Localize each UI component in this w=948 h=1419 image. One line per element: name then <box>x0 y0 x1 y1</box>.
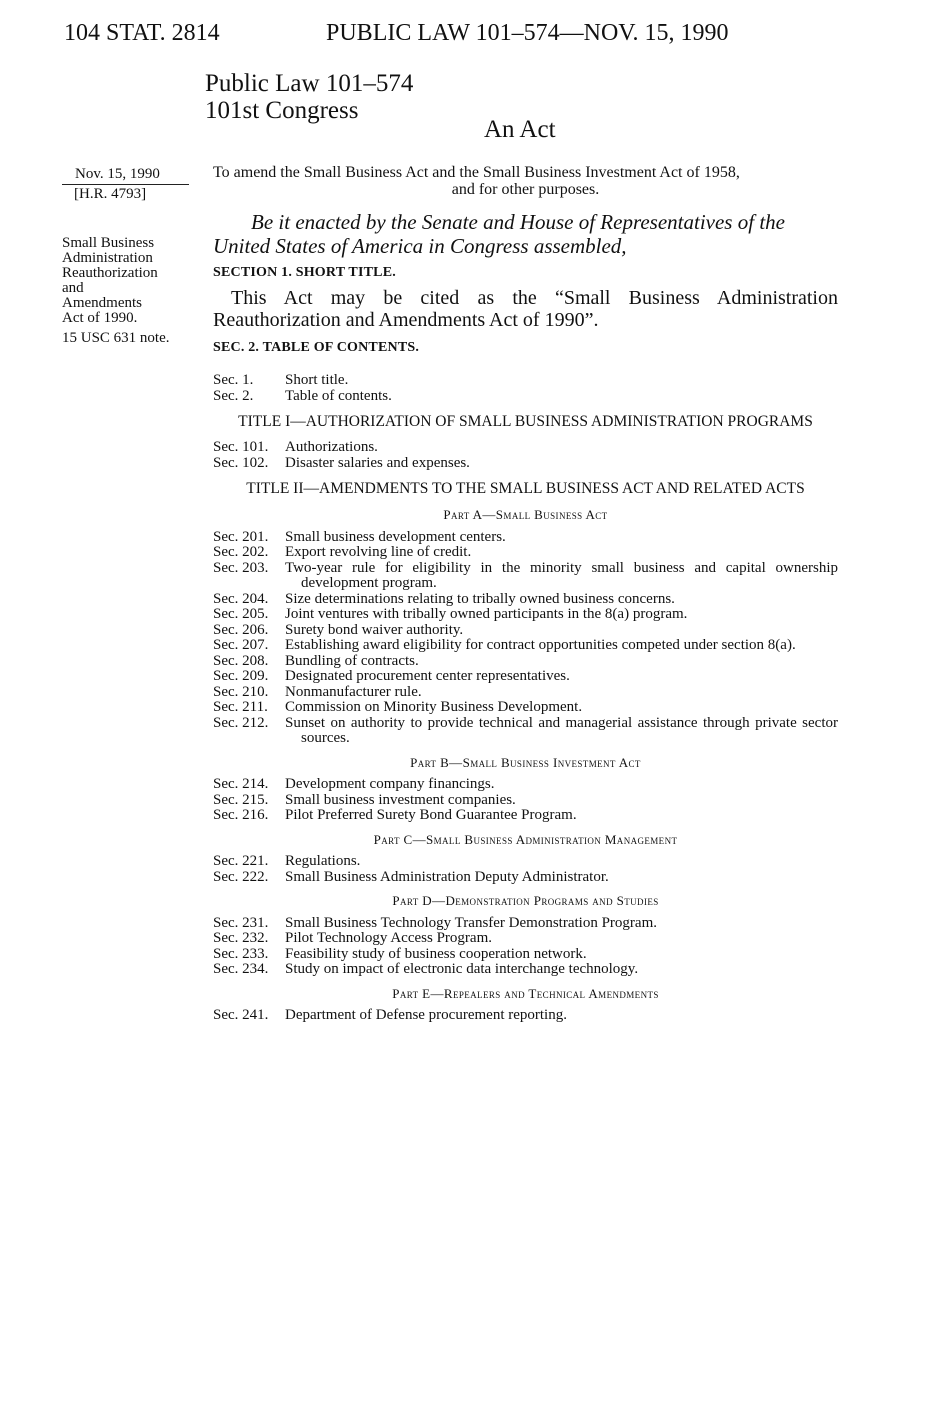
margin-usc-note: 15 USC 631 note. <box>62 330 170 346</box>
toc-row: Sec. 215. Small business investment companies. <box>213 791 516 808</box>
margin-short-title <box>62 236 202 326</box>
toc-row: Sec. 216. Pilot Preferred Surety Bond Guarantee Program. <box>213 807 577 823</box>
stat-citation: 104 STAT. 2814 <box>64 20 220 46</box>
toc-row: Sec. 2. Table of contents. <box>213 387 392 404</box>
toc-row: Sec. 208. Bundling of contracts. <box>213 652 419 669</box>
margin-short-title-line: Administration <box>62 250 153 266</box>
margin-short-title-line: Amendments <box>62 295 142 311</box>
toc-title-2: TITLE II—AMENDMENTS TO THE SMALL BUSINESS ACT AND RELATED ACTS <box>246 480 805 497</box>
toc-row: Sec. 207. Establishing award eligibility for contract opportunities competed under section 8(a). <box>213 637 796 653</box>
toc-part-a: Part A—Small Business Act <box>443 507 608 522</box>
toc-row: Sec. 212. Sunset on authority to provide technical and managerial assistance through private sector sources. <box>213 714 838 746</box>
margin-date: Nov. 15, 1990 <box>75 166 160 182</box>
toc-part-d: Part D—Demonstration Programs and Studies <box>392 893 659 908</box>
toc-title-1: TITLE I—AUTHORIZATION OF SMALL BUSINESS ADMINISTRATION PROGRAMS <box>238 413 813 430</box>
toc-part-b: Part B—Small Business Investment Act <box>410 754 641 770</box>
toc-row: Sec. 209. Designated procurement center representatives. <box>213 668 570 684</box>
toc-row: Sec. 214. Development company financings. <box>213 776 495 792</box>
section-1-heading: SECTION 1. SHORT TITLE. <box>213 265 396 280</box>
margin-short-title-line: Reauthorization <box>62 265 158 281</box>
margin-short-title-line: and <box>62 280 84 296</box>
an-act-heading: An Act <box>484 116 556 143</box>
purpose-line-1: To amend the Small Business Act and the Small Business Investment Act of 1958, <box>213 164 740 181</box>
toc-row: Sec. 234. Study on impact of electronic data interchange technology. <box>213 961 639 977</box>
law-citation: PUBLIC LAW 101–574—NOV. 15, 1990 <box>326 20 729 46</box>
enacting-clause: Be it enacted by the Senate and House of Representatives of the United States of America in Congress assembled, <box>213 210 785 258</box>
toc-row: Sec. 210. Nonmanufacturer rule. <box>213 683 422 700</box>
toc-row: Sec. 221. Regulations. <box>213 853 361 869</box>
toc-row: Sec. 231. Small Business Technology Transfer Demonstration Program. <box>213 914 657 931</box>
margin-short-title-line: Act of 1990. <box>62 310 138 326</box>
toc-row: Sec. 101. Authorizations. <box>213 439 378 455</box>
toc-part-c: Part C—Small Business Administration Management <box>373 831 678 847</box>
toc-row: Sec. 202. Export revolving line of credit. <box>213 544 472 560</box>
toc-row: Sec. 203. Two-year rule for eligibility in the minority small business and capital ownership development program. <box>213 559 838 591</box>
purpose-line-2: and for other purposes. <box>451 181 600 198</box>
toc-row: Sec. 204. Size determinations relating to tribally owned business concerns. <box>213 590 675 607</box>
toc-row: Sec. 241. Department of Defense procurement reporting. <box>213 1007 567 1023</box>
section-1-text: This Act may be cited as the “Small Business Administration Reauthorization and Amendments Act of 1990”. <box>213 287 838 331</box>
toc-row: Sec. 201. Small business development centers. <box>213 528 506 545</box>
table-of-contents <box>213 373 838 1024</box>
congress-number: 101st Congress <box>205 97 359 124</box>
section-2-heading: SEC. 2. TABLE OF CONTENTS. <box>213 340 420 355</box>
margin-short-title-line: Small Business <box>62 235 155 251</box>
toc-row: Sec. 206. Surety bond waiver authority. <box>213 621 464 638</box>
purpose-clause <box>213 164 838 198</box>
toc-row: Sec. 1. Short title. <box>213 372 349 388</box>
margin-rule <box>62 184 189 185</box>
law-number: Public Law 101–574 <box>205 70 414 97</box>
toc-row: Sec. 233. Feasibility study of business cooperation network. <box>213 945 587 962</box>
toc-row: Sec. 222. Small Business Administration Deputy Administrator. <box>213 868 609 885</box>
law-title <box>205 70 413 124</box>
margin-bill-number: [H.R. 4793] <box>74 186 147 202</box>
toc-row: Sec. 232. Pilot Technology Access Program. <box>213 930 492 946</box>
toc-row: Sec. 205. Joint ventures with tribally owned participants in the 8(a) program. <box>213 606 688 622</box>
toc-row: Sec. 211. Commission on Minority Business Development. <box>213 699 583 715</box>
toc-part-e: Part E—Repealers and Technical Amendments <box>392 985 659 1001</box>
toc-row: Sec. 102. Disaster salaries and expenses. <box>213 454 470 471</box>
